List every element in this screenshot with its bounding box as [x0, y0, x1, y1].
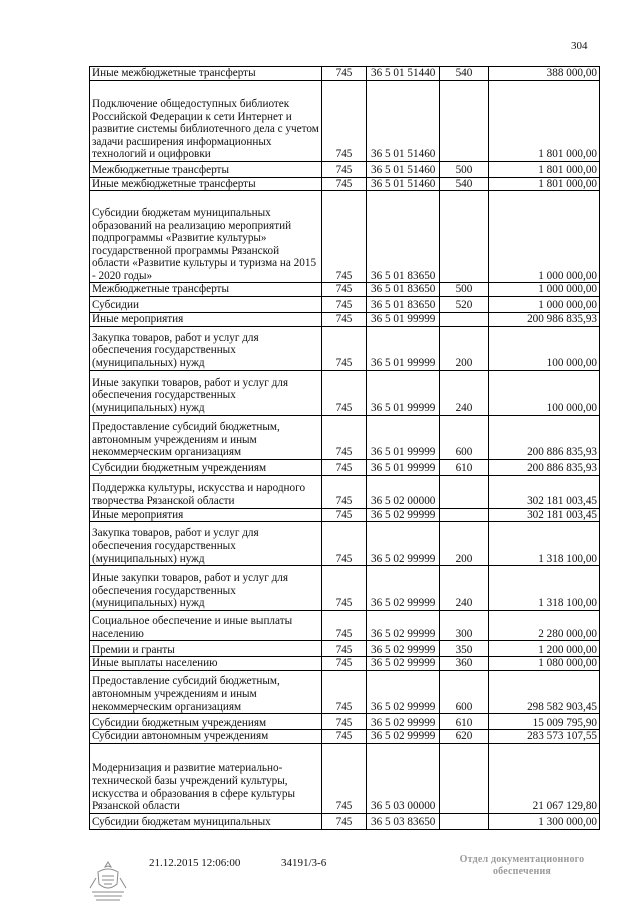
cell-vr: [440, 508, 488, 522]
cell-vr: 500: [440, 161, 488, 177]
cell-vr: 610: [440, 459, 488, 475]
cell-ved: 745: [321, 191, 366, 283]
cell-csr: 36 5 02 99999: [367, 508, 440, 522]
cell-ved: 745: [321, 67, 366, 81]
cell-vr: [440, 813, 488, 829]
cell-ved: 745: [321, 671, 366, 714]
cell-vr: 240: [440, 370, 488, 415]
cell-csr: 36 5 01 83650: [367, 191, 440, 283]
cell-sum: 200 886 835,93: [488, 459, 599, 475]
cell-ved: 745: [321, 415, 366, 459]
cell-vr: [440, 313, 488, 327]
cell-ved: 745: [321, 161, 366, 177]
cell-ved: 745: [321, 522, 366, 566]
page-number: 304: [571, 40, 588, 52]
table-row: [90, 67, 600, 81]
cell-name: Субсидии автономным учреждениям: [90, 730, 322, 744]
table-row: [90, 730, 600, 744]
cell-name: Иные межбюджетные трансферты: [90, 67, 322, 81]
cell-vr: 240: [440, 566, 488, 611]
cell-vr: 540: [440, 67, 488, 81]
cell-ved: 745: [321, 730, 366, 744]
cell-name: Иные мероприятия: [90, 313, 322, 327]
cell-sum: 2 280 000,00: [488, 610, 599, 641]
cell-name: Социальное обеспечение и иные выплаты населению: [90, 610, 322, 641]
cell-vr: [440, 475, 488, 508]
table-row: [90, 610, 600, 641]
cell-name: Субсидии бюджетам муниципальных образований на реализацию мероприятий подпрограммы «Развитие культуры» государственной программы Рязанской области «Развитие культуры и туризма на 2015 - 2020 годы»: [90, 191, 322, 283]
cell-sum: 200 886 835,93: [488, 415, 599, 459]
cell-sum: 100 000,00: [488, 326, 599, 370]
cell-csr: 36 5 01 51460: [367, 177, 440, 191]
cell-csr: 36 5 03 83650: [367, 813, 440, 829]
cell-sum: 1 080 000,00: [488, 657, 599, 671]
cell-sum: 1 801 000,00: [488, 80, 599, 161]
cell-sum: 1 300 000,00: [488, 813, 599, 829]
cell-csr: 36 5 01 99999: [367, 370, 440, 415]
cell-sum: 283 573 107,55: [488, 730, 599, 744]
cell-vr: [440, 743, 488, 813]
department-stamp: Отдел документационного обеспечения: [459, 854, 585, 877]
table-row: [90, 743, 600, 813]
table-row: [90, 415, 600, 459]
cell-csr: 36 5 02 99999: [367, 730, 440, 744]
cell-vr: 500: [440, 283, 488, 297]
cell-sum: 1 801 000,00: [488, 177, 599, 191]
cell-ved: 745: [321, 297, 366, 313]
cell-csr: 36 5 02 99999: [367, 610, 440, 641]
cell-ved: 745: [321, 657, 366, 671]
cell-ved: 745: [321, 566, 366, 611]
cell-ved: 745: [321, 813, 366, 829]
cell-sum: 1 318 100,00: [488, 566, 599, 611]
cell-name: Иные выплаты населению: [90, 657, 322, 671]
cell-sum: 15 009 795,90: [488, 714, 599, 730]
cell-ved: 745: [321, 508, 366, 522]
cell-name: Иные мероприятия: [90, 508, 322, 522]
table-row: [90, 508, 600, 522]
cell-csr: 36 5 01 99999: [367, 326, 440, 370]
cell-vr: 350: [440, 641, 488, 657]
table-row: [90, 297, 600, 313]
cell-name: Модернизация и развитие материально-технической базы учреждений культуры, искусства и образования в сфере культуры Рязанской области: [90, 743, 322, 813]
cell-csr: 36 5 01 51460: [367, 161, 440, 177]
table-row: [90, 283, 600, 297]
cell-vr: 600: [440, 671, 488, 714]
cell-name: Межбюджетные трансферты: [90, 161, 322, 177]
table-row: [90, 80, 600, 161]
coat-of-arms-seal: [86, 858, 130, 902]
cell-name: Субсидии бюджетам муниципальных: [90, 813, 322, 829]
cell-vr: 540: [440, 177, 488, 191]
table-row: [90, 313, 600, 327]
cell-name: Иные закупки товаров, работ и услуг для обеспечения государственных (муниципальных) нужд: [90, 370, 322, 415]
cell-ved: 745: [321, 370, 366, 415]
cell-name: Предоставление субсидий бюджетным, автономным учреждениям и иным некоммерческим организациям: [90, 415, 322, 459]
cell-name: Подключение общедоступных библиотек Российской Федерации к сети Интернет и развитие системы библиотечного дела с учетом задачи расширения информационных технологий и оцифровки: [90, 80, 322, 161]
cell-ved: 745: [321, 283, 366, 297]
footer-datetime: 21.12.2015 12:06:00: [149, 857, 241, 869]
cell-sum: 21 067 129,80: [488, 743, 599, 813]
cell-ved: 745: [321, 610, 366, 641]
cell-ved: 745: [321, 80, 366, 161]
table-row: [90, 177, 600, 191]
footer-doc-code: 34191/3-6: [281, 857, 327, 869]
cell-ved: 745: [321, 459, 366, 475]
cell-name: Закупка товаров, работ и услуг для обеспечения государственных (муниципальных) нужд: [90, 326, 322, 370]
table-row: [90, 671, 600, 714]
cell-vr: [440, 80, 488, 161]
table-row: [90, 522, 600, 566]
cell-sum: 302 181 003,45: [488, 508, 599, 522]
cell-name: Иные закупки товаров, работ и услуг для обеспечения государственных (муниципальных) нужд: [90, 566, 322, 611]
cell-vr: 520: [440, 297, 488, 313]
cell-csr: 36 5 01 99999: [367, 313, 440, 327]
cell-name: Закупка товаров, работ и услуг для обеспечения государственных (муниципальных) нужд: [90, 522, 322, 566]
cell-csr: 36 5 01 99999: [367, 459, 440, 475]
cell-ved: 745: [321, 714, 366, 730]
cell-vr: 360: [440, 657, 488, 671]
cell-ved: 745: [321, 743, 366, 813]
cell-csr: 36 5 03 00000: [367, 743, 440, 813]
cell-sum: 1 318 100,00: [488, 522, 599, 566]
cell-csr: 36 5 02 99999: [367, 522, 440, 566]
cell-sum: 1 000 000,00: [488, 283, 599, 297]
cell-ved: 745: [321, 177, 366, 191]
cell-csr: 36 5 02 99999: [367, 671, 440, 714]
table-row: [90, 641, 600, 657]
table-row: [90, 475, 600, 508]
cell-name: Премии и гранты: [90, 641, 322, 657]
table-row: [90, 813, 600, 829]
cell-name: Субсидии бюджетным учреждениям: [90, 459, 322, 475]
cell-sum: 1 000 000,00: [488, 191, 599, 283]
cell-sum: 388 000,00: [488, 67, 599, 81]
cell-csr: 36 5 01 83650: [367, 283, 440, 297]
cell-ved: 745: [321, 475, 366, 508]
cell-csr: 36 5 01 83650: [367, 297, 440, 313]
cell-vr: 600: [440, 415, 488, 459]
table-row: [90, 326, 600, 370]
cell-vr: 200: [440, 522, 488, 566]
budget-table-body: [90, 67, 600, 830]
cell-name: Предоставление субсидий бюджетным, автономным учреждениям и иным некоммерческим организациям: [90, 671, 322, 714]
table-row: [90, 191, 600, 283]
cell-csr: 36 5 02 99999: [367, 714, 440, 730]
table-row: [90, 714, 600, 730]
table-row: [90, 566, 600, 611]
cell-name: Поддержка культуры, искусства и народного творчества Рязанской области: [90, 475, 322, 508]
cell-vr: [440, 191, 488, 283]
cell-name: Межбюджетные трансферты: [90, 283, 322, 297]
cell-csr: 36 5 02 99999: [367, 566, 440, 611]
cell-sum: 302 181 003,45: [488, 475, 599, 508]
cell-csr: 36 5 02 00000: [367, 475, 440, 508]
cell-ved: 745: [321, 641, 366, 657]
table-row: [90, 459, 600, 475]
cell-name: Иные межбюджетные трансферты: [90, 177, 322, 191]
cell-csr: 36 5 01 99999: [367, 415, 440, 459]
cell-ved: 745: [321, 313, 366, 327]
cell-name: Субсидии: [90, 297, 322, 313]
budget-table: [89, 66, 600, 830]
cell-sum: 298 582 903,45: [488, 671, 599, 714]
cell-vr: 620: [440, 730, 488, 744]
table-row: [90, 657, 600, 671]
cell-ved: 745: [321, 326, 366, 370]
cell-vr: 610: [440, 714, 488, 730]
cell-csr: 36 5 01 51440: [367, 67, 440, 81]
table-row: [90, 161, 600, 177]
cell-sum: 1 000 000,00: [488, 297, 599, 313]
cell-vr: 300: [440, 610, 488, 641]
table-row: [90, 370, 600, 415]
cell-sum: 100 000,00: [488, 370, 599, 415]
cell-sum: 1 801 000,00: [488, 161, 599, 177]
cell-vr: 200: [440, 326, 488, 370]
cell-csr: 36 5 02 99999: [367, 657, 440, 671]
cell-sum: 1 200 000,00: [488, 641, 599, 657]
cell-csr: 36 5 01 51460: [367, 80, 440, 161]
cell-csr: 36 5 02 99999: [367, 641, 440, 657]
cell-name: Субсидии бюджетным учреждениям: [90, 714, 322, 730]
cell-sum: 200 986 835,93: [488, 313, 599, 327]
